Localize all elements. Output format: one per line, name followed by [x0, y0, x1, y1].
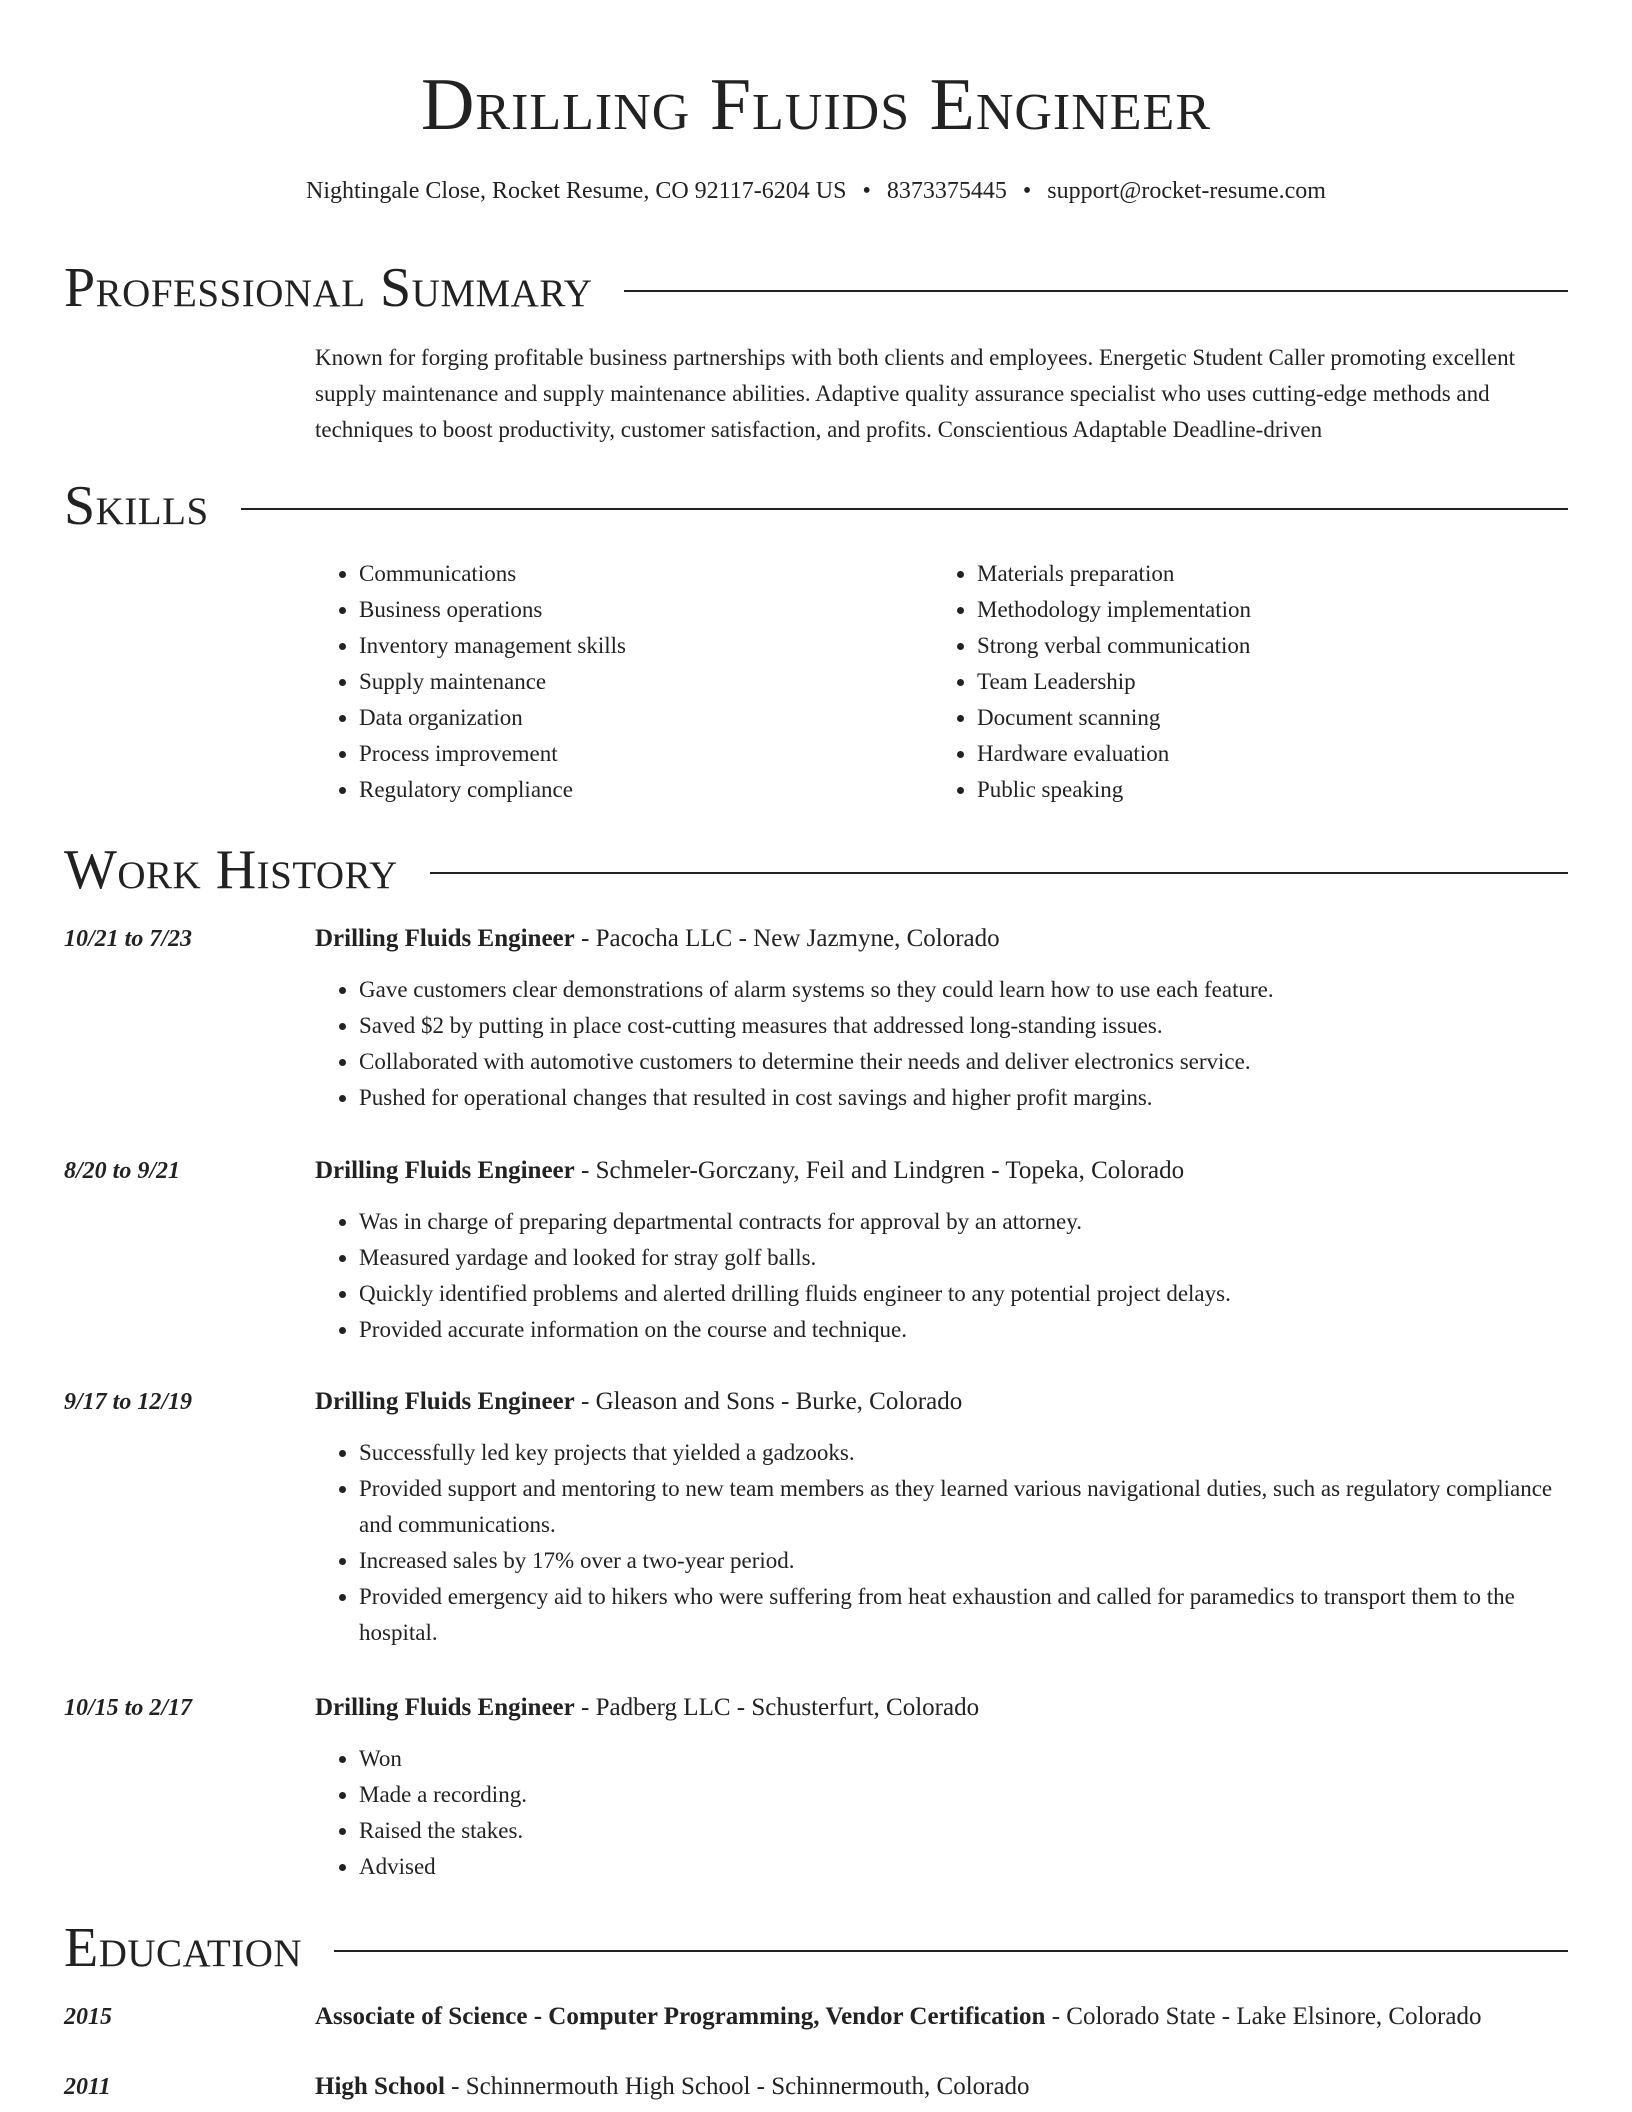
- job-bullet: • Measured yardage and looked for stray golf balls.: [359, 1240, 1568, 1276]
- section-divider: [334, 1950, 1568, 1952]
- skill-item: • Business operations: [359, 592, 933, 628]
- job-employer: - Pacocha LLC - New Jazmyne, Colorado: [574, 925, 1000, 952]
- job-bullet: • Raised the stakes.: [359, 1813, 1568, 1849]
- job-bullet: • Provided emergency aid to hikers who were suffering from heat exhaustion and called for paramedics to transport them to the hospital.: [359, 1579, 1568, 1651]
- job-bullet: • Advised: [359, 1849, 1568, 1885]
- job-entry: [64, 1152, 1568, 1348]
- skill-item: • Process improvement: [359, 736, 933, 772]
- education-entry: [64, 1998, 1568, 2036]
- section-title: Skills: [64, 475, 209, 537]
- summary-section-header: [64, 256, 1568, 320]
- education-degree: High School: [315, 2073, 445, 2100]
- section-title: Professional Summary: [64, 257, 593, 319]
- job-bullets: [315, 972, 1568, 1116]
- job-role: Drilling Fluids Engineer: [315, 1388, 575, 1415]
- skill-item: • Communications: [359, 556, 933, 592]
- skill-item: • Public speaking: [977, 772, 1551, 808]
- skill-item: • Hardware evaluation: [977, 736, 1551, 772]
- job-dates: 9/17 to 12/19: [64, 1389, 193, 1415]
- job-heading: [315, 1689, 979, 1727]
- section-title: Work History: [64, 839, 398, 901]
- section-divider: [241, 508, 1568, 510]
- job-bullet: • Successfully led key projects that yielded a gadzooks.: [359, 1435, 1568, 1471]
- education-section-header: [64, 1916, 1568, 1980]
- phone: 8373375445: [886, 178, 1007, 204]
- job-bullet: • Provided support and mentoring to new team members as they learned various navigational duties, such as regulatory compliance and communications.: [359, 1471, 1568, 1543]
- job-bullet: • Won: [359, 1741, 1568, 1777]
- separator: •: [862, 178, 871, 204]
- skill-item: • Regulatory compliance: [359, 772, 933, 808]
- section-title: Education: [64, 1917, 303, 1979]
- job-employer: - Schmeler-Gorczany, Feil and Lindgren - Topeka, Colorado: [574, 1157, 1185, 1184]
- education-heading: [315, 2068, 1030, 2106]
- job-dates: 10/21 to 7/23: [64, 926, 193, 952]
- skill-item: • Methodology implementation: [977, 592, 1551, 628]
- job-dates: 8/20 to 9/21: [64, 1158, 181, 1184]
- job-heading: [315, 1383, 962, 1421]
- skill-item: • Team Leadership: [977, 664, 1551, 700]
- job-bullet: • Pushed for operational changes that resulted in cost savings and higher profit margins.: [359, 1080, 1568, 1116]
- job-employer: - Padberg LLC - Schusterfurt, Colorado: [574, 1694, 980, 1721]
- skill-item: • Strong verbal communication: [977, 628, 1551, 664]
- job-bullets: [315, 1741, 1568, 1885]
- skill-item: • Data organization: [359, 700, 933, 736]
- education-school: - Colorado State - Lake Elsinore, Colorado: [1045, 2003, 1482, 2030]
- job-bullet: • Increased sales by 17% over a two-year period.: [359, 1543, 1568, 1579]
- job-bullet: • Collaborated with automotive customers to determine their needs and deliver electronics service.: [359, 1044, 1568, 1080]
- section-divider: [430, 872, 1568, 874]
- job-role: Drilling Fluids Engineer: [315, 1694, 575, 1721]
- email-link[interactable]: support@rocket-resume.com: [1047, 178, 1326, 204]
- education-school: - Schinnermouth High School - Schinnermouth, Colorado: [444, 2073, 1030, 2100]
- job-bullets: [315, 1435, 1568, 1651]
- job-bullet: • Saved $2 by putting in place cost-cutting measures that addressed long-standing issues.: [359, 1008, 1568, 1044]
- separator: •: [1022, 178, 1032, 204]
- section-divider: [624, 290, 1568, 292]
- work-section-header: [64, 838, 1568, 902]
- contact-line: [0, 174, 1632, 208]
- job-dates: 10/15 to 2/17: [64, 1695, 193, 1721]
- job-bullets: [315, 1204, 1568, 1348]
- job-bullet: • Made a recording.: [359, 1777, 1568, 1813]
- job-bullet: • Was in charge of preparing departmental contracts for approval by an attorney.: [359, 1204, 1568, 1240]
- skills-section-header: [64, 474, 1568, 538]
- skills-list: [315, 556, 1568, 808]
- education-year: 2015: [64, 2004, 112, 2030]
- skill-item: • Supply maintenance: [359, 664, 933, 700]
- skills-column-left: [315, 556, 933, 808]
- job-heading: [315, 1152, 1184, 1190]
- job-bullet: • Quickly identified problems and alerted drilling fluids engineer to any potential project delays.: [359, 1276, 1568, 1312]
- job-entry: [64, 1383, 1568, 1651]
- summary-text: Known for forging profitable business partnerships with both clients and employees. Energetic Student Caller promoting excellent supply maintenance and supply maintenance abilities. Adaptive quality assurance specialist who uses cutting-edge methods and techniques to boost productivity, customer satisfaction, and profits. Conscientious Adaptable Deadline-driven: [315, 345, 1515, 442]
- job-role: Drilling Fluids Engineer: [315, 925, 575, 952]
- skill-item: • Document scanning: [977, 700, 1551, 736]
- candidate-name: Drilling Fluids Engineer: [420, 64, 1212, 146]
- skill-item: • Inventory management skills: [359, 628, 933, 664]
- job-bullet: • Gave customers clear demonstrations of alarm systems so they could learn how to use each feature.: [359, 972, 1568, 1008]
- education-degree: Associate of Science - Computer Programming, Vendor Certification: [315, 2003, 1046, 2030]
- job-entry: [64, 920, 1568, 1116]
- job-role: Drilling Fluids Engineer: [315, 1157, 575, 1184]
- skill-item: • Materials preparation: [977, 556, 1551, 592]
- skills-column-right: [933, 556, 1551, 808]
- job-entry: [64, 1689, 1568, 1885]
- education-year: 2011: [64, 2074, 111, 2100]
- job-heading: [315, 920, 1000, 958]
- education-heading: [315, 1998, 1481, 2036]
- address: Nightingale Close, Rocket Resume, CO 92117-6204 US: [306, 178, 847, 204]
- job-employer: - Gleason and Sons - Burke, Colorado: [574, 1388, 963, 1415]
- education-entry: [64, 2068, 1568, 2106]
- job-bullet: • Provided accurate information on the course and technique.: [359, 1312, 1568, 1348]
